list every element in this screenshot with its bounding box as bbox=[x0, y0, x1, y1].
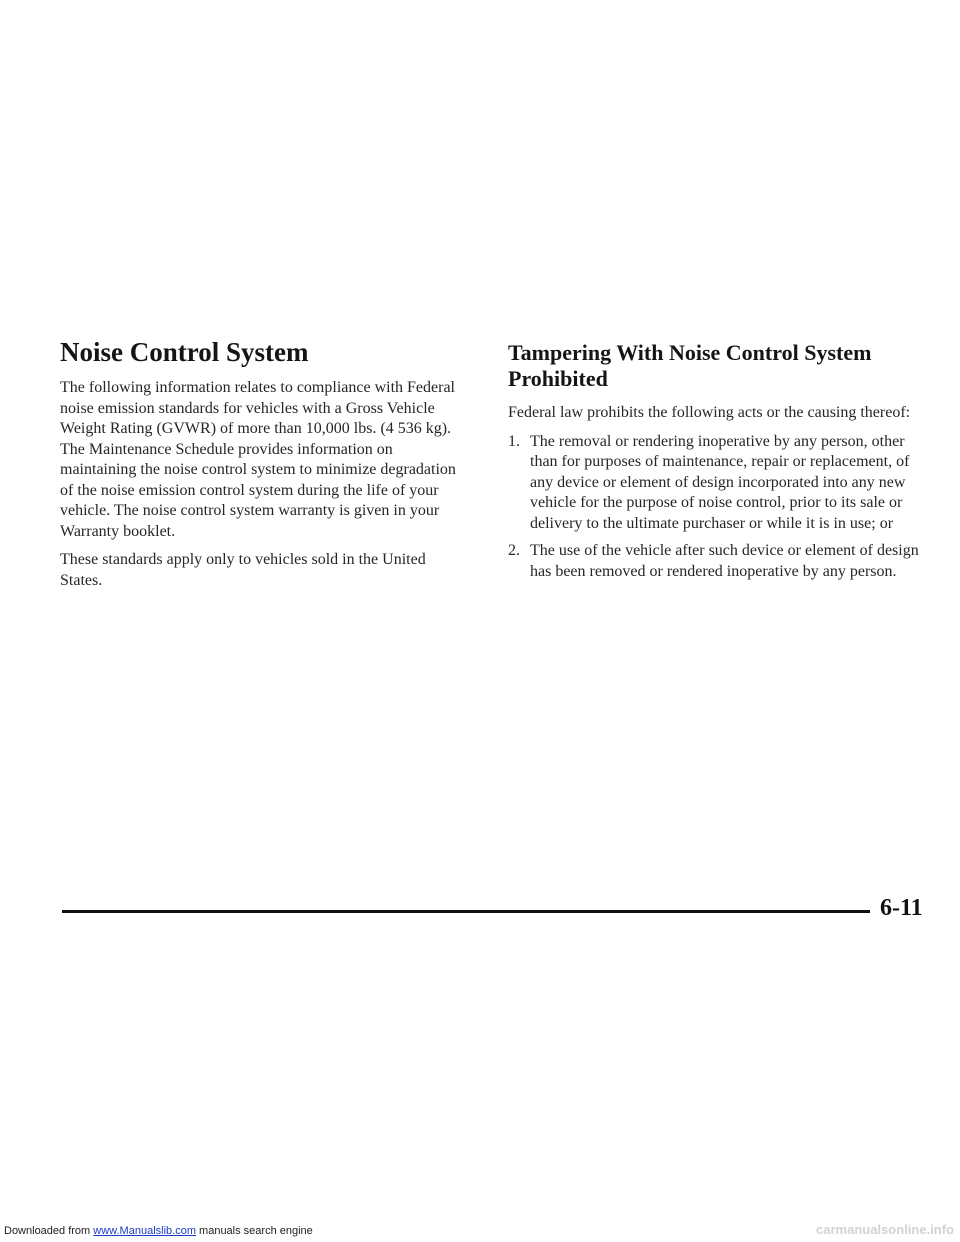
section-heading-noise-control: Noise Control System bbox=[60, 337, 309, 367]
body-paragraph: These standards apply only to vehicles sold in the United States. bbox=[60, 551, 426, 589]
list-item bbox=[508, 432, 928, 535]
body-paragraph: The following information relates to compliance with Federal noise emission standards for vehicles with a Gross Vehicle Weight Rating (GVWR) of more than 10,000 lbs. (4 536 kg). The Maintenance Schedule provides information on maintaining the noise control system to minimize degradation of the noise emission control system during the life of your vehicle. The noise control system warranty is given in your Warranty booklet. bbox=[60, 379, 456, 540]
watermark: carmanualsonline.info bbox=[816, 1222, 954, 1237]
intro-paragraph: Federal law prohibits the following acts or the causing thereof: bbox=[508, 404, 911, 421]
section-heading-tampering: Tampering With Noise Control System Prohibited bbox=[508, 340, 872, 391]
list-item-number: 1. bbox=[508, 432, 520, 450]
list-item-text: The use of the vehicle after such device or element of design has been removed or rendered inoperative by any person. bbox=[530, 542, 919, 580]
page-bottom-margin bbox=[0, 1045, 960, 1242]
list-item-number: 2. bbox=[508, 542, 520, 559]
prohibited-acts-list bbox=[508, 432, 928, 583]
footer-rule bbox=[62, 910, 870, 913]
manualslib-link[interactable]: www.Manualslib.com bbox=[93, 1225, 196, 1237]
left-column bbox=[60, 336, 462, 599]
list-item bbox=[508, 541, 928, 582]
list-item-text: The removal or rendering inoperative by any person, other than for purposes of maintenance, repair or replacement, of any device or element of design incorporated into any new vehicle for the purpose of noise control, prior to its sale or delivery to the ultimate purchaser or while it is in use; or bbox=[530, 432, 910, 532]
download-credit-suffix: manuals search engine bbox=[195, 1225, 313, 1237]
download-credit-prefix: Downloaded from bbox=[4, 1225, 94, 1237]
right-column bbox=[508, 336, 928, 589]
download-credit bbox=[4, 1225, 313, 1238]
page-number: 6-11 bbox=[880, 895, 923, 921]
